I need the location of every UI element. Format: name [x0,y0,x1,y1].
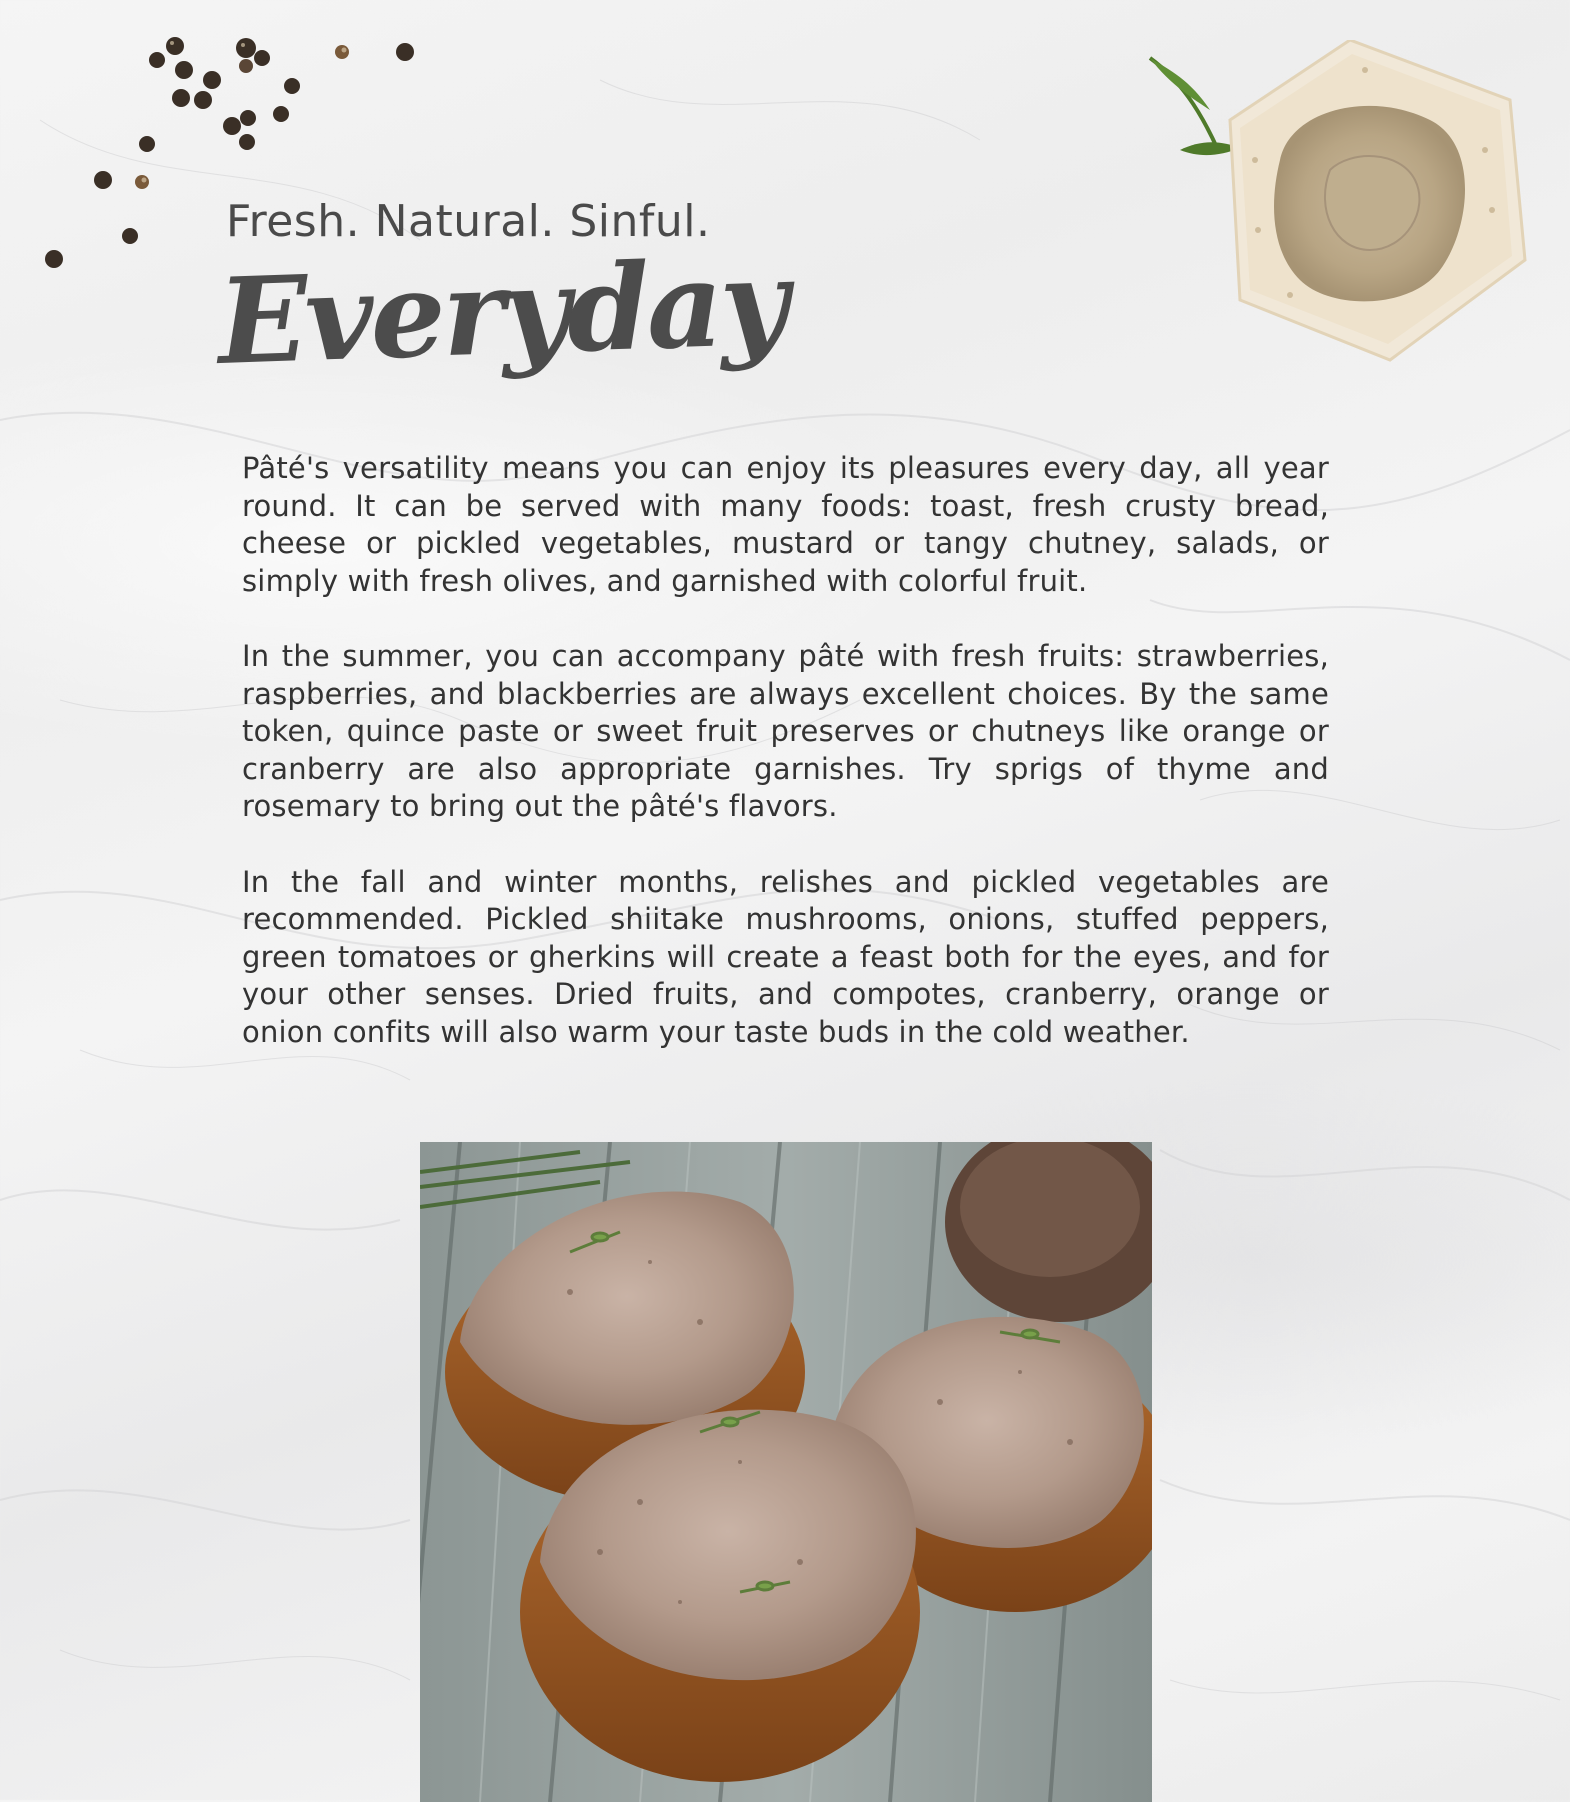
paragraph-summer: In the summer, you can accompany pâté with fresh fruits: strawberries, raspberries, and blackberries are always excellent choices. By the same token, quince paste or sweet fruit preserves or chutneys like orange or cranberry are also appropriate garnishes. Try sprigs of thyme and rosemary to bring out the pâté's flavors. [242,639,1329,823]
page-title: Everyday [215,232,788,391]
tagline: Fresh. Natural. Sinful. [226,196,711,247]
pate-cracker-icon [1140,40,1540,370]
photo-illustration [420,1142,1152,1802]
pate-toast-photo [420,1142,1152,1802]
article-body [242,450,1329,1089]
paragraph-fall-winter: In the fall and winter months, relishes and pickled vegetables are recommended. Pickled shiitake mushrooms, onions, stuffed peppers, green tomatoes or gherkins will create a feast both for the eyes, and for your other senses. Dried fruits, and compotes, cranberry, orange or onion confits will also warm your taste buds in the cold weather. [242,864,1329,1049]
paragraph-versatility: Pâté's versatility means you can enjoy its pleasures every day, all year round. It can be served with many foods: toast, fresh crusty bread, cheese or pickled vegetables, mustard or tangy chutney, salads, or simply with fresh olives, and garnished with colorful fruit. [242,451,1329,598]
